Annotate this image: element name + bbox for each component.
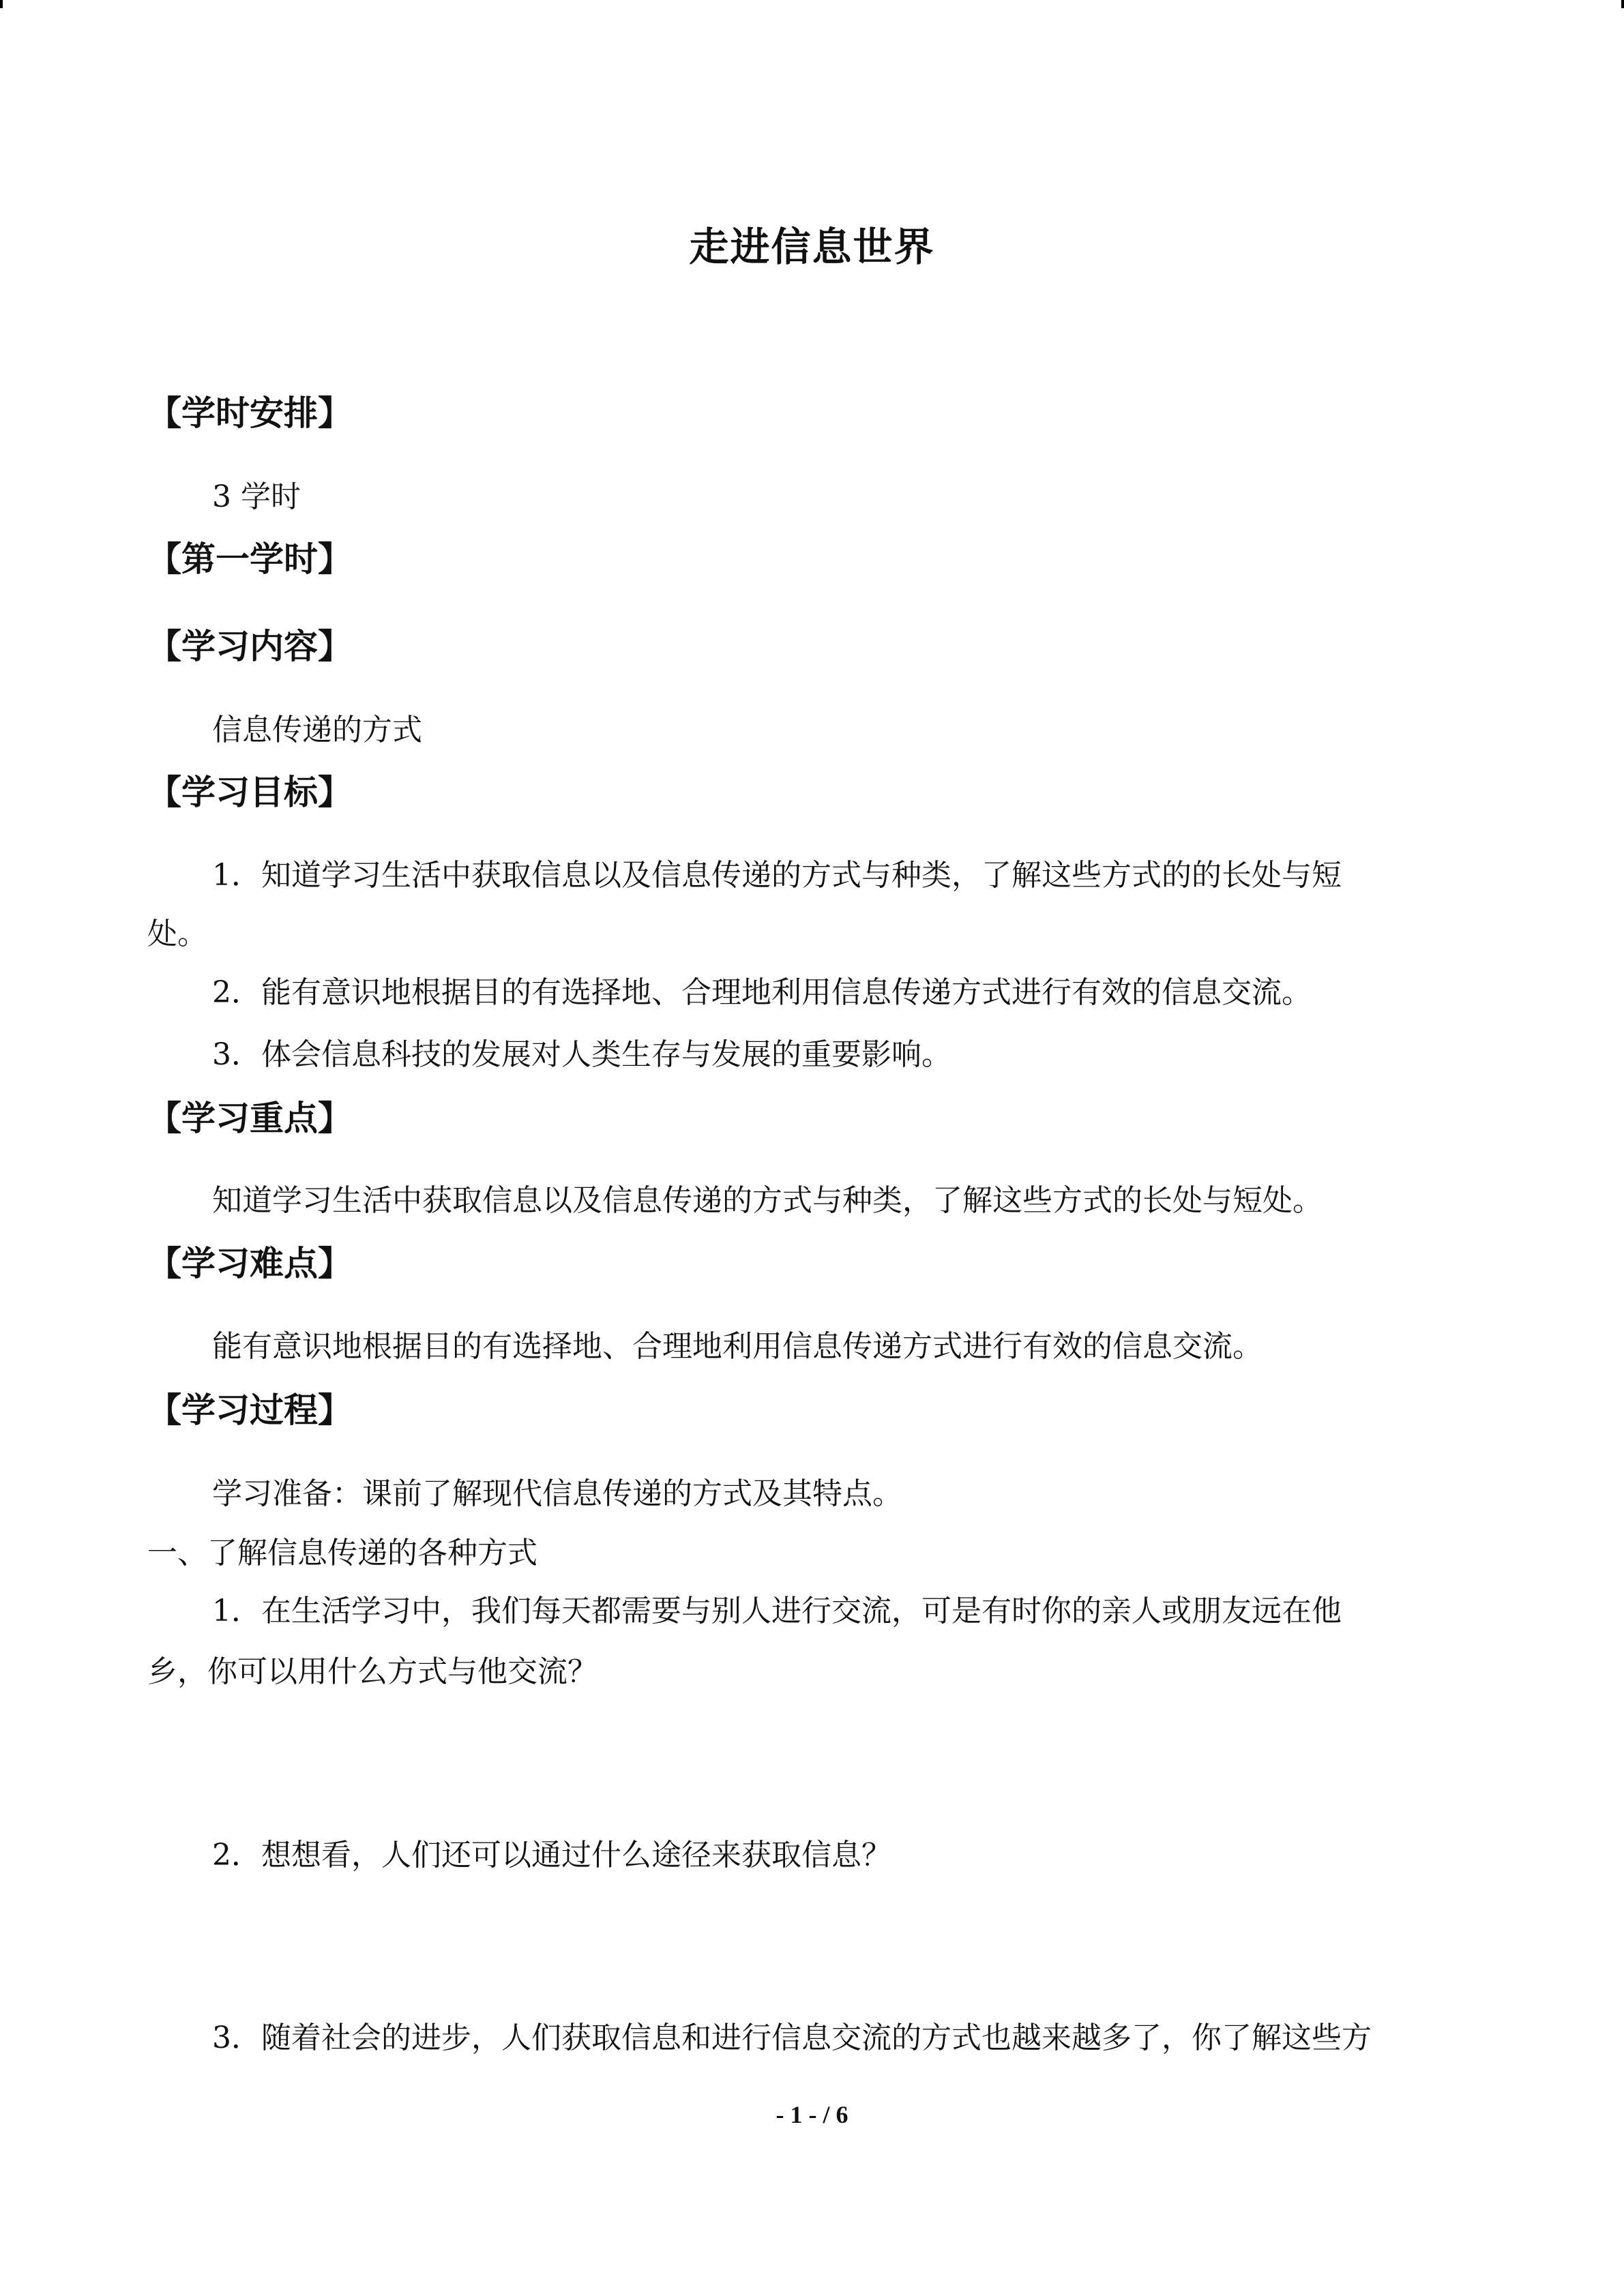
content-heading: 【学习内容】 — [147, 627, 352, 666]
goal-1-line-2: 处。 — [147, 916, 207, 951]
question-1-line-2: 乡，你可以用什么方式与他交流？ — [147, 1654, 597, 1689]
page-corner-mark-left — [0, 0, 3, 8]
goal-3: 3．体会信息科技的发展对人类生存与发展的重要影响。 — [212, 1037, 951, 1072]
goals-heading: 【学习目标】 — [147, 773, 352, 812]
process-heading: 【学习过程】 — [147, 1390, 352, 1430]
question-1-line-1: 1．在生活学习中，我们每天都需要与别人进行交流，可是有时你的亲人或朋友远在他 — [212, 1594, 1342, 1628]
schedule-heading: 【学时安排】 — [147, 393, 352, 433]
preparation-text: 学习准备：课前了解现代信息传递的方式及其特点。 — [212, 1476, 902, 1511]
difficulties-heading: 【学习难点】 — [147, 1244, 352, 1283]
content-text: 信息传递的方式 — [212, 713, 422, 747]
goal-1-line-1: 1．知道学习生活中获取信息以及信息传递的方式与种类，了解这些方式的的长处与短 — [212, 858, 1342, 893]
question-3: 3．随着社会的进步，人们获取信息和进行信息交流的方式也越来越多了，你了解这些方 — [212, 2021, 1372, 2055]
goal-2: 2．能有意识地根据目的有选择地、合理地利用信息传递方式进行有效的信息交流。 — [212, 975, 1312, 1010]
schedule-text: 3 学时 — [212, 479, 301, 514]
page-number: - 1 - / 6 — [776, 2101, 848, 2128]
first-session-heading: 【第一学时】 — [147, 539, 352, 579]
question-2: 2．想想看，人们还可以通过什么途径来获取信息？ — [212, 1838, 891, 1873]
difficulties-text: 能有意识地根据目的有选择地、合理地利用信息传递方式进行有效的信息交流。 — [212, 1329, 1263, 1364]
key-points-heading: 【学习重点】 — [147, 1099, 352, 1138]
document-title: 走进信息世界 — [689, 224, 935, 270]
part-one-title: 一、了解信息传递的各种方式 — [147, 1536, 537, 1570]
key-points-text: 知道学习生活中获取信息以及信息传递的方式与种类，了解这些方式的长处与短处。 — [212, 1183, 1323, 1218]
page-corner-mark-right — [1621, 0, 1624, 8]
